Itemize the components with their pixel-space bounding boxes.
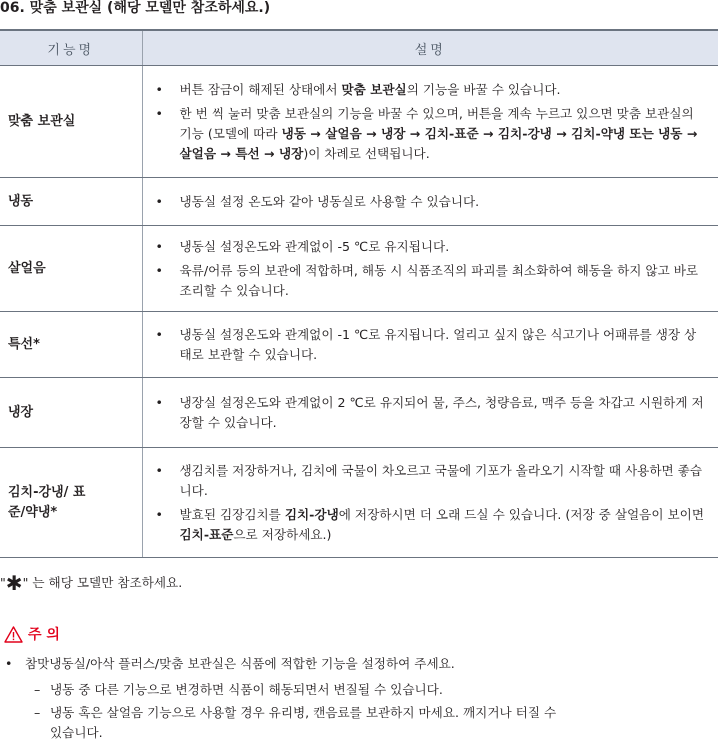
caution-heading — [4, 624, 60, 644]
table-row — [0, 378, 718, 448]
header-description: 설명 — [142, 30, 718, 66]
list-item: • 냉장실 설정온도와 관계없이 2 ℃로 유지되어 물, 주스, 청량음료, 맥주 등을 차갑고 시원하게 저장할 수 있습니다. — [155, 394, 704, 430]
row-desc — [142, 312, 718, 378]
table-header-row — [0, 30, 718, 66]
caution-list — [0, 654, 718, 746]
row-desc — [142, 178, 718, 226]
footnote: "✱" 는 해당 모델만 참조하세요. — [0, 571, 183, 595]
list-item: – 냉동 혹은 살얼음 기능으로 사용할 경우 유리병, 캔음료를 보관하지 마세요. 깨지거나 터질 수 있습니다. — [34, 705, 557, 740]
row-name-special: 특선* — [0, 312, 142, 378]
list-item: • 냉동실 설정온도와 관계없이 -5 ℃로 유지됩니다. — [155, 238, 450, 254]
row-name-custom-compartment: 맞춤 보관실 — [0, 66, 142, 178]
table-row — [0, 66, 718, 178]
warning-triangle-icon — [4, 626, 23, 643]
list-item: • 버튼 잠금이 해제된 상태에서 맞춤 보관실의 기능을 바꿀 수 있습니다. — [155, 81, 561, 97]
row-desc — [142, 378, 718, 448]
table-row — [0, 448, 718, 558]
asterisk-icon: ✱ — [5, 571, 23, 595]
table-row — [0, 226, 718, 312]
table-row — [0, 312, 718, 378]
list-item: • 냉동실 설정 온도와 같아 냉동실로 사용할 수 있습니다. — [155, 193, 480, 209]
row-name-kimchi: 김치-강냉/ 표준/약냉* — [0, 448, 142, 558]
list-item: • 발효된 김장김치를 김치-강냉에 저장하시면 더 오래 드실 수 있습니다. (저장 중 살얼음이 보이면 김치-표준으로 저장하세요.) — [155, 506, 704, 542]
row-name-soft-freeze: 살얼음 — [0, 226, 142, 312]
row-desc — [142, 448, 718, 558]
list-item: • 냉동실 설정온도와 관계없이 -1 ℃로 유지됩니다. 얼리고 싶지 않은 식고기나 어패류를 생장 상태로 보관할 수 있습니다. — [155, 326, 697, 362]
header-function-name: 기능명 — [0, 30, 142, 66]
list-item: • 한 번 씩 눌러 맞춤 보관실의 기능을 바꿀 수 있으며, 버튼을 계속 누르고 있으면 맞춤 보관실의 기능 (모델에 따라 냉동 → 살얼음 → 냉장 → 김치-표준 → 김치-강냉 → 김치-약냉 또는 냉동 → 살얼음 → 특선 → 냉장)이 차례로 선택됩니다. — [155, 105, 698, 161]
section-title: 06. 맞춤 보관실 (해당 모델만 참조하세요.) — [0, 0, 271, 16]
row-desc — [142, 226, 718, 312]
row-name-fridge: 냉장 — [0, 378, 142, 448]
list-item: • 참맛냉동실/아삭 플러스/맞춤 보관실은 식품에 적합한 기능을 설정하여 주세요. — [5, 656, 455, 671]
row-name-freeze: 냉동 — [0, 178, 142, 226]
function-table — [0, 29, 718, 558]
list-item: – 냉동 중 다른 기능으로 변경하면 식품이 해동되면서 변질될 수 있습니다. — [34, 682, 443, 697]
list-item: • 생김치를 저장하거나, 김치에 국물이 차오르고 국물에 기포가 올라오기 시작할 때 사용하면 좋습니다. — [155, 462, 702, 498]
row-desc — [142, 66, 718, 178]
table-row — [0, 178, 718, 226]
caution-title: 주 의 — [28, 627, 60, 643]
list-item: • 육류/어류 등의 보관에 적합하며, 해동 시 식품조직의 파괴를 최소화하여 해동을 하지 않고 바로 조리할 수 있습니다. — [155, 262, 699, 298]
